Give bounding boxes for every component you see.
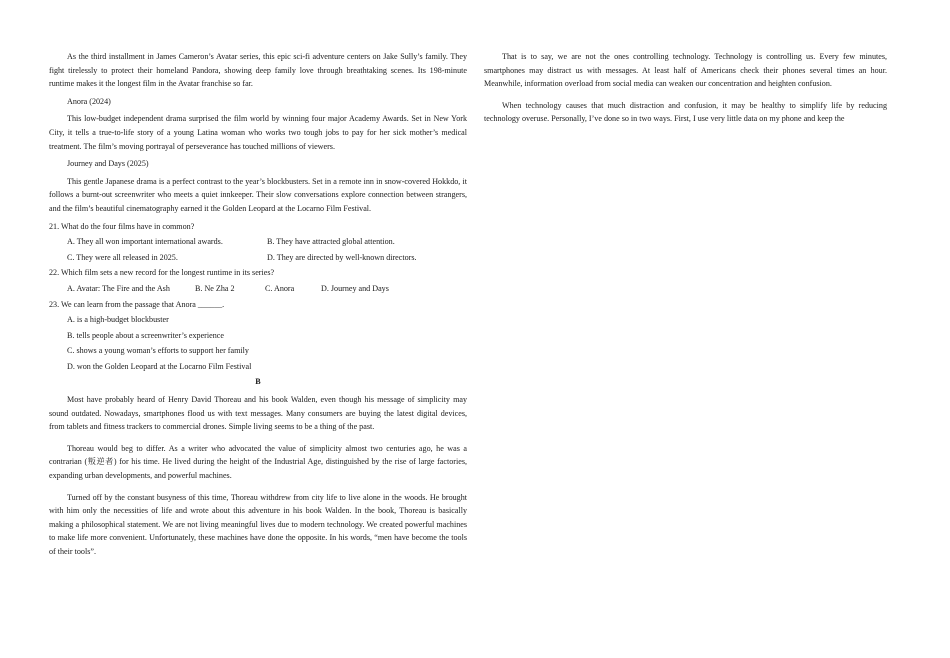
question-21-option-b: B. They have attracted global attention. <box>267 237 395 247</box>
right-paragraph-2: When technology causes that much distraction and confusion, it may be healthy to simplify life by reducing technology overuse. Personally, I’ve done so in two ways. First, I use very little data on my phone and keep the <box>484 100 887 124</box>
anora-paragraph: This low-budget independent drama surprised the film world by winning four major Academy Awards. Set in New York City, it tells a true-to-life story of a young Latina woman who works two tough jobs to pay for her sick mother’s medical treatment. The film’s moving portrayal of perseverance has touched millions of viewers. <box>49 114 467 151</box>
question-21-option-d: D. They are directed by well-known directors. <box>267 252 417 262</box>
question-21-option-a: A. They all won important international awards. <box>67 237 223 247</box>
question-21-stem: 21. What do the four films have in common? <box>49 221 195 231</box>
journey-paragraph: This gentle Japanese drama is a perfect contrast to the year’s blockbusters. Set in a remote inn in snow-covered Hokkdo, it follows a burnt-out screenwriter who meets a quiet innkeeper. Their slow conversations explore connection between strangers, and the film’s beautiful cinematography earned it the Golden Leopard at the Locarno Film Festival. <box>49 176 467 213</box>
question-23-option-c: C. shows a young woman’s efforts to support her family <box>67 346 249 356</box>
right-paragraph-1: That is to say, we are not the ones controlling technology. Technology is controlling us. Every few minutes, smartphones may distract us with messages. At least half of Americans check their phones several times an hour. Meanwhile, information overload from social media can weaken our concentration and heighten confusion. <box>484 52 887 89</box>
passage-b-paragraph-3: Turned off by the constant busyness of this time, Thoreau withdrew from city life to live alone in the woods. He brought with him only the necessities of life and wrote about this adventure in his book Walden. In the book, Thoreau is basically making a philosophical statement. We are not living meaningful lives due to modern technology. We created powerful machines to make life more convenient. Unfortunately, these machines have done the opposite. In his words, “men have become the tools of their tools”. <box>49 492 467 556</box>
question-23-option-b: B. tells people about a screenwriter’s experience <box>67 330 224 340</box>
question-21-options-row-1 <box>67 235 467 249</box>
question-23-option-d: D. won the Golden Leopard at the Locarno Film Festival <box>67 361 252 371</box>
anora-heading: Anora (2024) <box>67 96 111 106</box>
question-22-option-c: C. Anora <box>265 283 295 293</box>
passage-b-paragraph-2: Thoreau would beg to differ. As a writer who advocated the value of simplicity almost two centuries ago, he was a contrarian (叛逆者) for his time. He lived during the height of the Industrial Age, distinguished by the rise of large factories, expanding urban developments, and powerful machines. <box>49 443 467 481</box>
section-b-label: B <box>255 377 261 387</box>
question-23-option-a: A. is a high-budget blockbuster <box>67 315 169 325</box>
question-23 <box>49 298 467 374</box>
question-21 <box>49 220 467 265</box>
question-22-stem: 22. Which film sets a new record for the longest runtime in its series? <box>49 268 275 278</box>
right-column <box>484 50 887 130</box>
avatar-paragraph: As the third installment in James Cameron’s Avatar series, this epic sci-fi adventure centers on Jake Sully’s family. They fight tirelessly to protect their homeland Pandora, showing deep family love through breathtaking scenes. Its 198-minute runtime makes it the longest film in the Avatar franchise so far. <box>49 52 467 89</box>
passage-b-paragraph-1: Most have probably heard of Henry David Thoreau and his book Walden, even though his message of simplicity may sound outdated. Nowadays, smartphones flood us with text messages. Many consumers are buying the latest digital devices, from tablets and fitness trackers to commercial drones. Simple living seems to be a thing of the past. <box>49 395 467 432</box>
left-column <box>49 50 467 563</box>
question-22-options <box>67 282 467 296</box>
question-23-stem: 23. We can learn from the passage that Anora ______. <box>49 299 225 309</box>
question-21-options-row-2 <box>67 251 467 265</box>
question-22-option-a: A. Avatar: The Fire and the Ash <box>67 283 170 293</box>
journey-heading: Journey and Days (2025) <box>67 159 149 169</box>
question-22 <box>49 266 467 295</box>
question-22-option-b: B. Ne Zha 2 <box>195 283 235 293</box>
question-21-option-c: C. They were all released in 2025. <box>67 252 178 262</box>
question-22-option-d: D. Journey and Days <box>321 283 389 293</box>
